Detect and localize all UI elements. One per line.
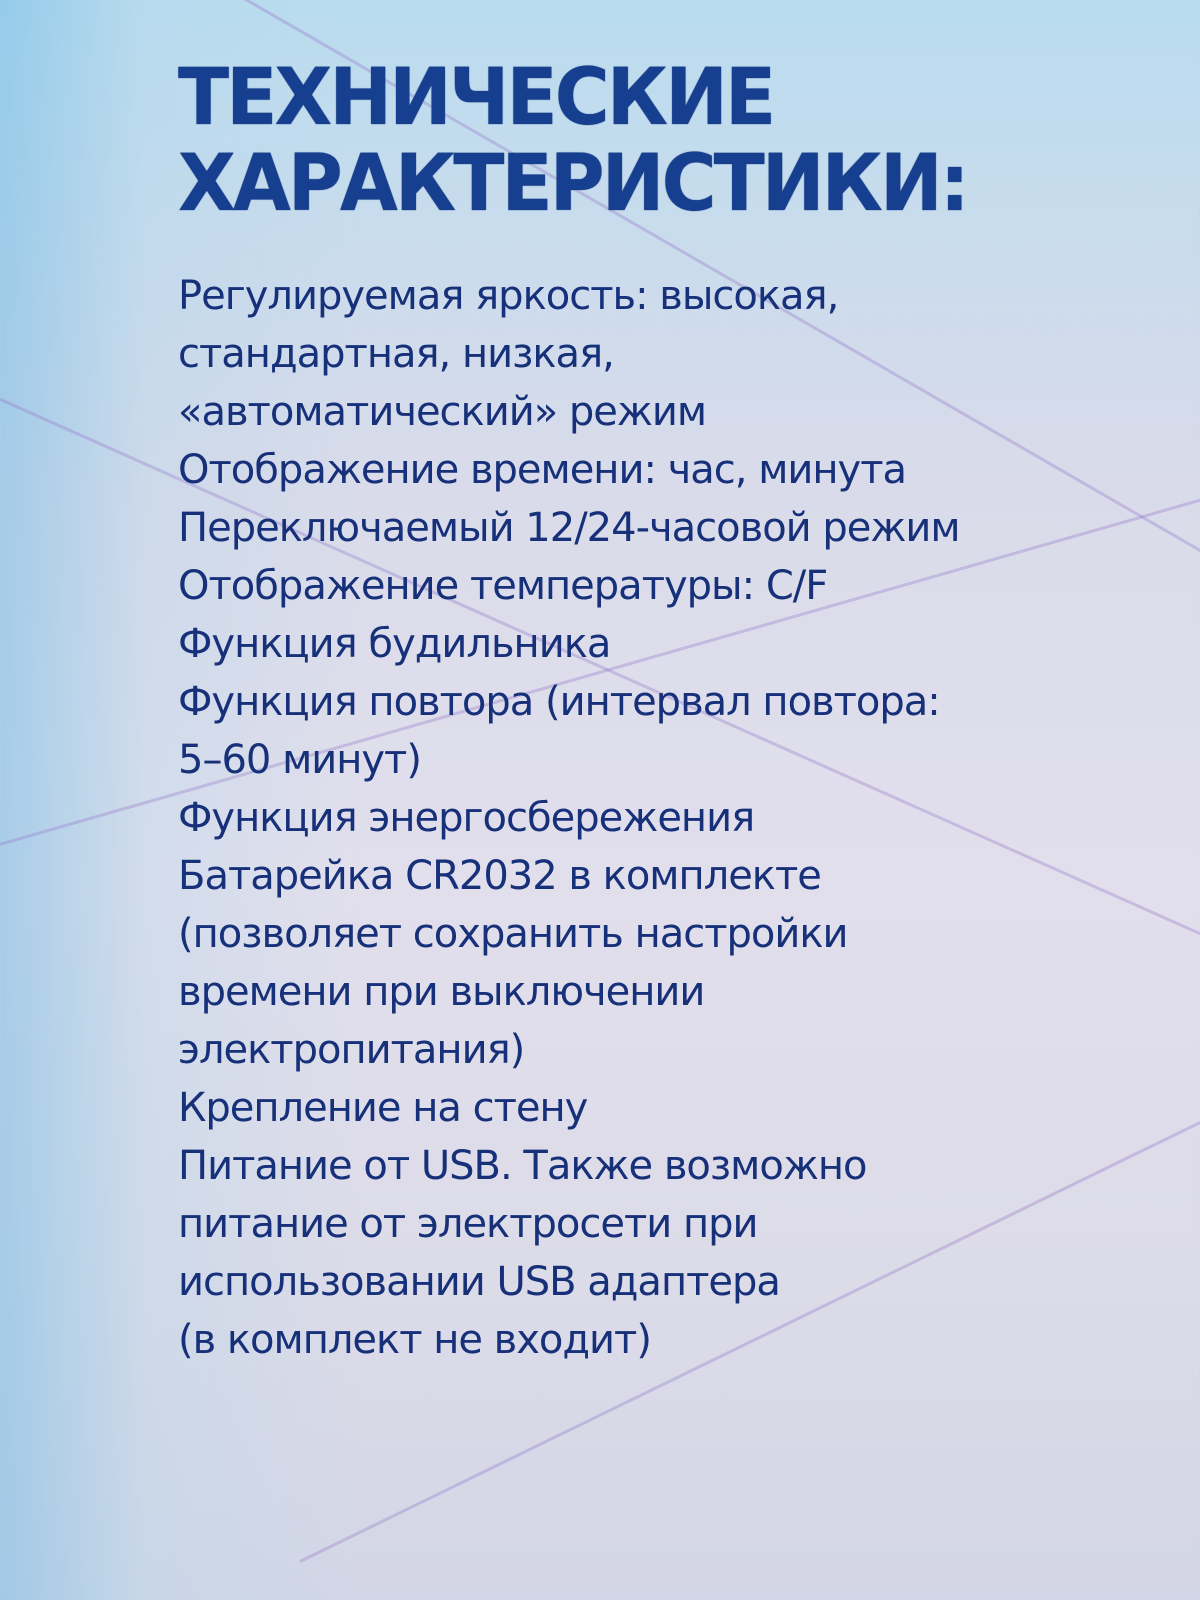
spec-item-alarm: Функция будильника [178,621,611,667]
spec-item-time-display: Отображение времени: час, минута [178,447,907,493]
spec-item-hour-mode: Переключаемый 12/24-часовой режим [178,505,960,551]
spec-item-temperature: Отображение температуры: C/F [178,563,828,609]
title-line-1: ТЕХНИЧЕСКИЕ [178,53,774,143]
page-title [178,55,1023,227]
spec-item-power-supply: Питание от USB. Также возможно питание от электросети при использовании USB адаптера (в комплект не входит) [178,1143,867,1363]
spec-item-wall-mount: Крепление на стену [178,1085,588,1131]
spec-item-snooze: Функция повтора (интервал повтора: 5–60 минут) [178,679,940,783]
title-line-2: ХАРАКТЕРИСТИКИ: [178,139,967,229]
spec-sheet [178,55,1058,1369]
spec-item-battery: Батарейка CR2032 в комплекте (позволяет сохранить настройки времени при выключении электропитания) [178,853,848,1073]
spec-item-brightness: Регулируемая яркость: высокая, стандартная, низкая, «автоматический» режим [178,273,839,435]
spec-item-power-saving: Функция энергосбережения [178,795,755,841]
spec-list [178,267,1058,1369]
